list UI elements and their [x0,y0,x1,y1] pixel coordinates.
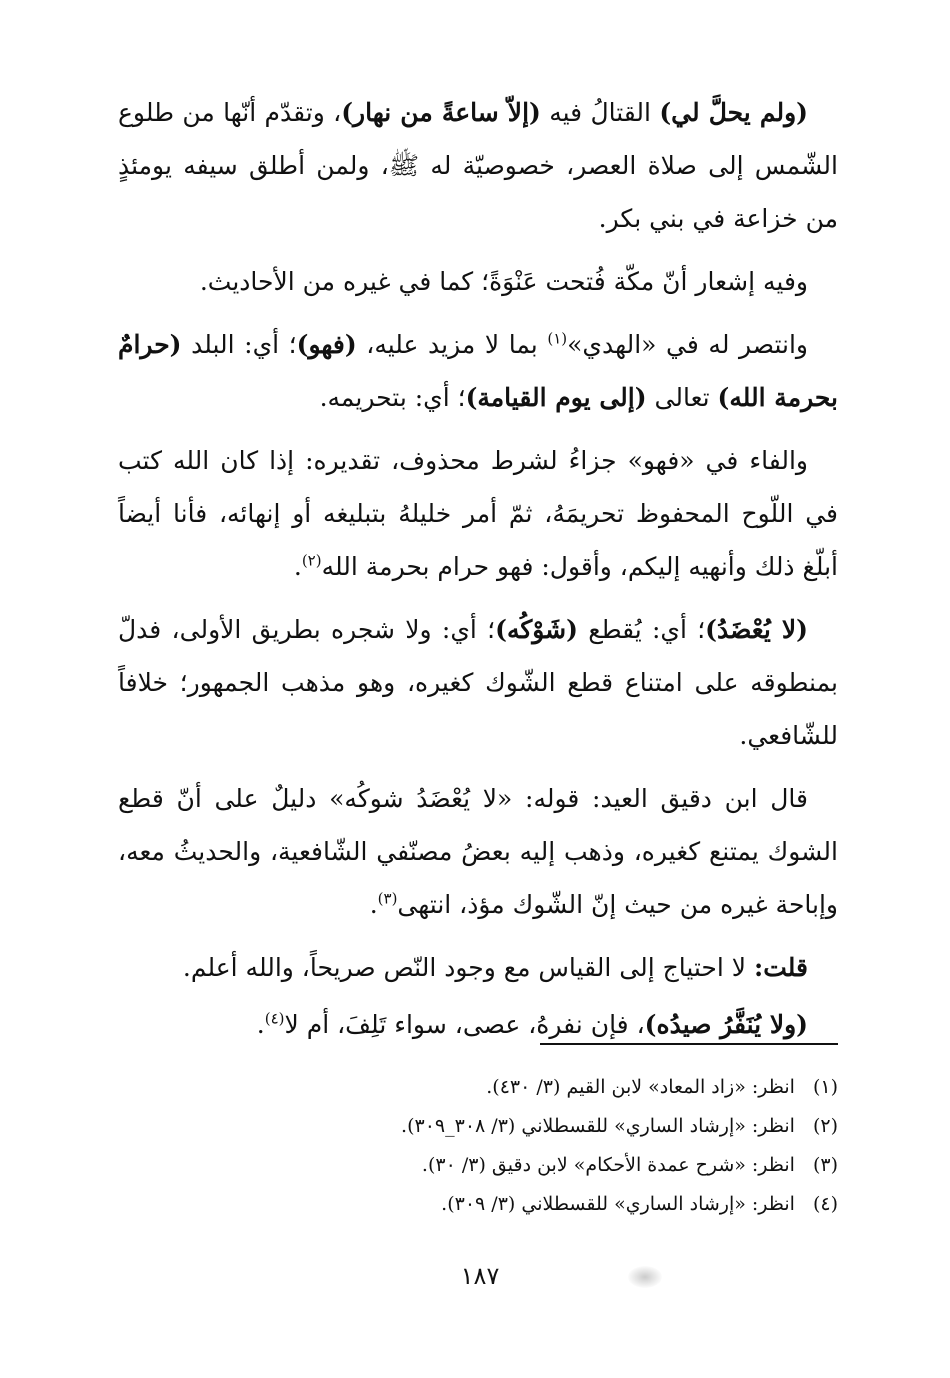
matn-quote: (شَوْكُه) [495,615,578,644]
paragraph [118,941,838,994]
paragraph-text: لا احتياج إلى القياس مع وجود النّص صريحاً، والله أعلم. [182,953,754,982]
paragraph-text: ؛ أي: البلد [181,330,297,359]
footnote [118,1107,838,1146]
footnote [118,1185,838,1224]
footnote [118,1068,838,1107]
paragraph-text: . [369,890,378,919]
paragraph-text: ، وتقدّم أنّها من طلوع الشّمس إلى صلاة العصر، خصوصيّة له ﷺ، ولمن أطلق سيفه يومئذٍ من خزاعة في بني بكر. [118,98,838,233]
paragraph-text: . [293,552,302,581]
paragraph [118,255,838,308]
footnote-number: (٣) [812,1154,838,1176]
paragraph-text: ؛ أي: ولا شجره بطريق الأولى، فدلّ بمنطوقه على امتناع قطع الشّوك كغيره، وهو مذهب الجمهور؛ خلافاً للشّافعي. [118,615,838,750]
matn-quote: (ولا يُنَفَّرُ صيدُه) [644,1010,808,1039]
matn-quote: (لا يُعْضَدُ) [705,615,808,644]
footnotes [118,1068,838,1224]
paragraph [118,86,838,245]
paragraph-text: ؛ أي: بتحريمه. [319,383,466,412]
main-text [118,86,838,1061]
footnote-text: انظر: «إرشاد الساري» للقسطلاني (٣/ ٣٠٩). [441,1193,795,1215]
footnote [118,1146,838,1185]
footnote-number: (٢) [812,1115,838,1137]
matn-quote: (إلاّ ساعةً من نهار) [341,98,541,127]
paragraph-text: وانتصر له في «الهدي» [567,330,809,359]
paragraph-text: والفاء في «فهو» جزاءُ لشرط محذوف، تقديره: إذا كان الله كتب في اللّوح المحفوظ تحريمَهُ، ثمّ أمر خليلهُ بتبليغه أو إنهائه، فأنا أيضاً أبلّغ ذلك وأنهيه إليكم، وأقول: فهو حرام بحرمة الله [118,446,838,581]
footnote-text: انظر: «إرشاد الساري» للقسطلاني (٣/ ٣٠٨_٣٠٩). [401,1115,795,1137]
page-number: ١٨٧ [460,1262,500,1290]
footnote-ref: (٢) [301,551,322,570]
paragraph-text: ؛ أي: يُقطع [577,615,706,644]
footnote-text: انظر: «زاد المعاد» لابن القيم (٣/ ٤٣٠). [486,1076,795,1098]
scan-smudge [628,1266,662,1288]
footnote-number: (٤) [812,1193,838,1215]
paragraph-text: ، فإن نفرهُ، عصى، سواء تَلِفَ، أم لا [284,1010,645,1039]
paragraph [118,318,838,424]
paragraph-text: وفيه إشعار أنّ مكّة فُتحت عَنْوَةً؛ كما في غيره من الأحاديث. [199,267,808,296]
matn-quote: (إلى يوم القيامة) [465,383,647,412]
paragraph-text: قال ابن دقيق العيد: قوله: «لا يُعْضَدُ شوكُه» دليلٌ على أنّ قطع الشوك يمتنع كغيره، وذهب إليه بعضُ مصنّفي الشّافعية، والحديثُ معه، وإباحة غيره من حيث إنّ الشّوك مؤذ، انتهى [118,784,838,919]
footnote-number: (١) [812,1076,838,1098]
paragraph [118,434,838,593]
matn-quote: (فهو) [296,330,357,359]
paragraph-text: . [256,1010,265,1039]
paragraph-text: تعالى [646,383,718,412]
paragraph [118,603,838,762]
footnote-divider [540,1043,838,1045]
paragraph [118,772,838,931]
footnote-ref: (١) [547,329,568,348]
matn-quote: (حرامٌ بحرمة الله) [118,330,838,412]
matn-quote: قلت: [753,953,808,982]
matn-quote: (ولم يحلَّ لي) [659,98,808,127]
footnote-ref: (٤) [264,1009,285,1028]
paragraph-text: القتالُ فيه [540,98,660,127]
paragraph-text: بما لا مزيد عليه، [356,330,548,359]
footnote-ref: (٣) [377,889,398,908]
footnote-text: انظر: «شرح عمدة الأحكام» لابن دقيق (٣/ ٣٠). [421,1154,795,1176]
